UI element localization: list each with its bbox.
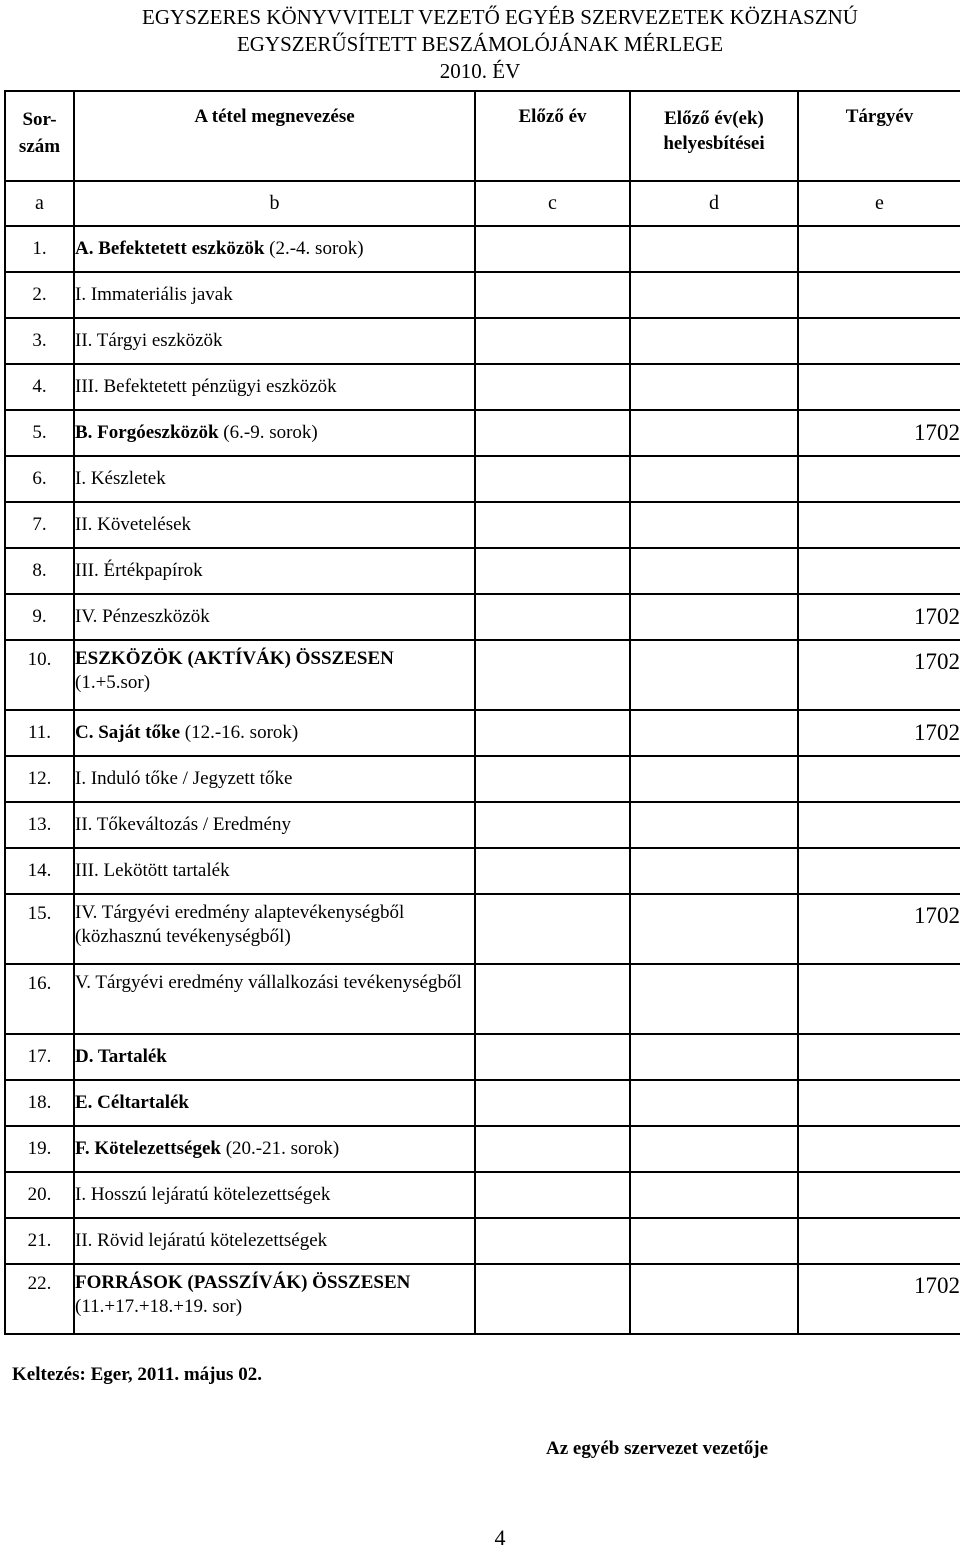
table-row: [5, 594, 960, 640]
table-row: [5, 548, 960, 594]
header-adjustments-line1: Előző év(ek): [664, 108, 764, 129]
adjustment-cell: [630, 756, 798, 802]
table-row: [5, 364, 960, 410]
table-row: [5, 272, 960, 318]
row-label: [74, 1172, 475, 1218]
row-label: [74, 548, 475, 594]
current-year-value: [798, 848, 960, 894]
row-label-bold: F. Kötelezettségek: [75, 1138, 221, 1159]
row-number: 7.: [5, 502, 74, 548]
table-row: [5, 756, 960, 802]
row-number: 19.: [5, 1126, 74, 1172]
table-body: [5, 226, 960, 1334]
row-label-normal: IV. Pénzeszközök: [75, 606, 210, 627]
current-year-value: 1702: [798, 640, 960, 710]
letter-e: e: [798, 181, 960, 226]
table-row: [5, 456, 960, 502]
row-number: 3.: [5, 318, 74, 364]
row-label: [74, 1218, 475, 1264]
current-year-value: 1702: [798, 410, 960, 456]
row-label: [74, 756, 475, 802]
table-row: [5, 964, 960, 1034]
adjustment-cell: [630, 640, 798, 710]
current-year-value: 1702: [798, 710, 960, 756]
row-label-bold: B. Forgóeszközök: [75, 422, 219, 443]
row-label-normal: II. Tárgyi eszközök: [75, 330, 223, 351]
prev-year-cell: [475, 756, 630, 802]
row-label: [74, 1034, 475, 1080]
row-number: 8.: [5, 548, 74, 594]
prev-year-cell: [475, 272, 630, 318]
row-number: 17.: [5, 1034, 74, 1080]
adjustment-cell: [630, 364, 798, 410]
table-header-row: [5, 91, 960, 181]
row-label: [74, 364, 475, 410]
current-year-value: [798, 364, 960, 410]
adjustment-cell: [630, 802, 798, 848]
row-label-normal: (20.-21. sorok): [220, 1138, 340, 1159]
table-row: [5, 410, 960, 456]
current-year-value: [798, 1080, 960, 1126]
adjustment-cell: [630, 1172, 798, 1218]
current-year-value: [798, 272, 960, 318]
signature-caption: Az egyéb szervezet vezetője: [546, 1438, 769, 1459]
prev-year-cell: [475, 548, 630, 594]
row-label-normal: (11.+17.+18.+19. sor): [75, 1296, 243, 1317]
table-row: [5, 1126, 960, 1172]
prev-year-cell: [475, 1172, 630, 1218]
row-number: 12.: [5, 756, 74, 802]
adjustment-cell: [630, 548, 798, 594]
row-label-bold: E. Céltartalék: [75, 1092, 189, 1113]
row-number: 18.: [5, 1080, 74, 1126]
current-year-value: 1702: [798, 1264, 960, 1334]
page-number: 4: [494, 1525, 506, 1550]
prev-year-cell: [475, 848, 630, 894]
table-row: [5, 1034, 960, 1080]
prev-year-cell: [475, 410, 630, 456]
prev-year-cell: [475, 964, 630, 1034]
row-label-bold: D. Tartalék: [75, 1046, 167, 1067]
adjustment-cell: [630, 1218, 798, 1264]
row-label-normal: I. Induló tőke / Jegyzett tőke: [75, 768, 293, 789]
prev-year-cell: [475, 710, 630, 756]
current-year-value: [798, 802, 960, 848]
header-prev-year: Előző év: [475, 91, 630, 181]
row-label-normal: III. Lekötött tartalék: [75, 860, 230, 881]
prev-year-cell: [475, 226, 630, 272]
prev-year-cell: [475, 456, 630, 502]
prev-year-cell: [475, 1264, 630, 1334]
balance-sheet-table: [4, 90, 960, 1335]
letter-row: [5, 181, 960, 226]
row-label-normal: (1.+5.sor): [75, 672, 151, 693]
row-label-normal: (2.-4. sorok): [264, 238, 364, 259]
header-current-year: Tárgyév: [798, 91, 960, 181]
prev-year-cell: [475, 594, 630, 640]
current-year-value: [798, 318, 960, 364]
adjustment-cell: [630, 964, 798, 1034]
title-line-1: EGYSZERES KÖNYVVITELT VEZETŐ EGYÉB SZERVEZETEK KÖZHASZNÚ: [142, 5, 858, 29]
row-label-normal: III. Értékpapírok: [75, 560, 203, 581]
prev-year-cell: [475, 1034, 630, 1080]
letter-c: c: [475, 181, 630, 226]
row-label-normal: I. Immateriális javak: [75, 284, 233, 305]
table-row: [5, 318, 960, 364]
row-label-normal: III. Befektetett pénzügyi eszközök: [75, 376, 337, 397]
row-label: [74, 964, 475, 1034]
table-row: [5, 848, 960, 894]
row-number: 14.: [5, 848, 74, 894]
adjustment-cell: [630, 272, 798, 318]
date-line: Keltezés: Eger, 2011. május 02.: [12, 1364, 262, 1385]
row-number: 4.: [5, 364, 74, 410]
row-number: 22.: [5, 1264, 74, 1334]
table-row: [5, 1218, 960, 1264]
row-label-bold: ESZKÖZÖK (AKTÍVÁK) ÖSSZESEN: [75, 648, 394, 669]
adjustment-cell: [630, 226, 798, 272]
table-row: [5, 1264, 960, 1334]
adjustment-cell: [630, 502, 798, 548]
row-number: 10.: [5, 640, 74, 710]
letter-b: b: [74, 181, 475, 226]
letter-d: d: [630, 181, 798, 226]
current-year-value: [798, 1126, 960, 1172]
row-label: [74, 802, 475, 848]
header-sorszam: [5, 91, 74, 181]
row-label-bold: A. Befektetett eszközök: [75, 238, 265, 259]
adjustment-cell: [630, 848, 798, 894]
row-label: [74, 456, 475, 502]
row-label: [74, 1080, 475, 1126]
current-year-value: [798, 226, 960, 272]
row-number: 5.: [5, 410, 74, 456]
row-label: [74, 272, 475, 318]
current-year-value: [798, 964, 960, 1034]
row-label: [74, 1126, 475, 1172]
adjustment-cell: [630, 594, 798, 640]
table-row: [5, 710, 960, 756]
adjustment-cell: [630, 710, 798, 756]
row-number: 1.: [5, 226, 74, 272]
row-number: 20.: [5, 1172, 74, 1218]
row-label-normal: II. Követelések: [75, 514, 192, 535]
current-year-value: [798, 456, 960, 502]
title-line-2: EGYSZERŰSÍTETT BESZÁMOLÓJÁNAK MÉRLEGE: [236, 32, 724, 56]
prev-year-cell: [475, 502, 630, 548]
adjustment-cell: [630, 318, 798, 364]
prev-year-cell: [475, 364, 630, 410]
current-year-value: 1702: [798, 894, 960, 964]
table-row: [5, 894, 960, 964]
row-label-normal: II. Tőkeváltozás / Eredmény: [75, 814, 291, 835]
row-number: 13.: [5, 802, 74, 848]
row-number: 15.: [5, 894, 74, 964]
prev-year-cell: [475, 802, 630, 848]
table-row: [5, 226, 960, 272]
header-adjustments-line2: helyesbítései: [663, 133, 765, 154]
adjustment-cell: [630, 1264, 798, 1334]
table-row: [5, 640, 960, 710]
adjustment-cell: [630, 894, 798, 964]
row-label: [74, 894, 475, 964]
row-label: [74, 410, 475, 456]
adjustment-cell: [630, 1080, 798, 1126]
row-label: [74, 594, 475, 640]
row-label: [74, 502, 475, 548]
header-adjustments: [630, 91, 798, 181]
document-title: [0, 4, 960, 85]
title-line-3: 2010. ÉV: [439, 59, 521, 83]
header-name: A tétel megnevezése: [74, 91, 475, 181]
header-sorszam-line2: szám: [18, 136, 61, 157]
row-label-normal: (6.-9. sorok): [218, 422, 318, 443]
prev-year-cell: [475, 1126, 630, 1172]
adjustment-cell: [630, 456, 798, 502]
table-row: [5, 802, 960, 848]
row-number: 2.: [5, 272, 74, 318]
prev-year-cell: [475, 1080, 630, 1126]
row-label-normal: V. Tárgyévi eredmény vállalkozási tevékenységből: [75, 972, 462, 993]
current-year-value: [798, 1172, 960, 1218]
row-label: [74, 226, 475, 272]
header-sorszam-line1: Sor-: [22, 109, 57, 130]
row-label-bold: FORRÁSOK (PASSZÍVÁK) ÖSSZESEN: [75, 1272, 411, 1293]
row-label-normal: I. Készletek: [75, 468, 166, 489]
prev-year-cell: [475, 318, 630, 364]
prev-year-cell: [475, 1218, 630, 1264]
current-year-value: 1702: [798, 594, 960, 640]
current-year-value: [798, 502, 960, 548]
row-label: [74, 640, 475, 710]
current-year-value: [798, 756, 960, 802]
row-label-normal: II. Rövid lejáratú kötelezettségek: [75, 1230, 328, 1251]
row-number: 21.: [5, 1218, 74, 1264]
adjustment-cell: [630, 410, 798, 456]
row-number: 9.: [5, 594, 74, 640]
adjustment-cell: [630, 1126, 798, 1172]
current-year-value: [798, 548, 960, 594]
current-year-value: [798, 1218, 960, 1264]
current-year-value: [798, 1034, 960, 1080]
row-label-normal: I. Hosszú lejáratú kötelezettségek: [75, 1184, 331, 1205]
table-row: [5, 1080, 960, 1126]
row-label: [74, 318, 475, 364]
row-number: 11.: [5, 710, 74, 756]
row-number: 16.: [5, 964, 74, 1034]
letter-a: a: [5, 181, 74, 226]
row-label: [74, 1264, 475, 1334]
adjustment-cell: [630, 1034, 798, 1080]
prev-year-cell: [475, 894, 630, 964]
row-label-normal: IV. Tárgyévi eredmény alaptevékenységből (közhasznú tevékenységből): [75, 902, 405, 947]
row-label-bold: C. Saját tőke: [75, 722, 181, 743]
row-label: [74, 848, 475, 894]
row-label-normal: (12.-16. sorok): [180, 722, 299, 743]
table-row: [5, 1172, 960, 1218]
row-number: 6.: [5, 456, 74, 502]
table-row: [5, 502, 960, 548]
prev-year-cell: [475, 640, 630, 710]
row-label: [74, 710, 475, 756]
